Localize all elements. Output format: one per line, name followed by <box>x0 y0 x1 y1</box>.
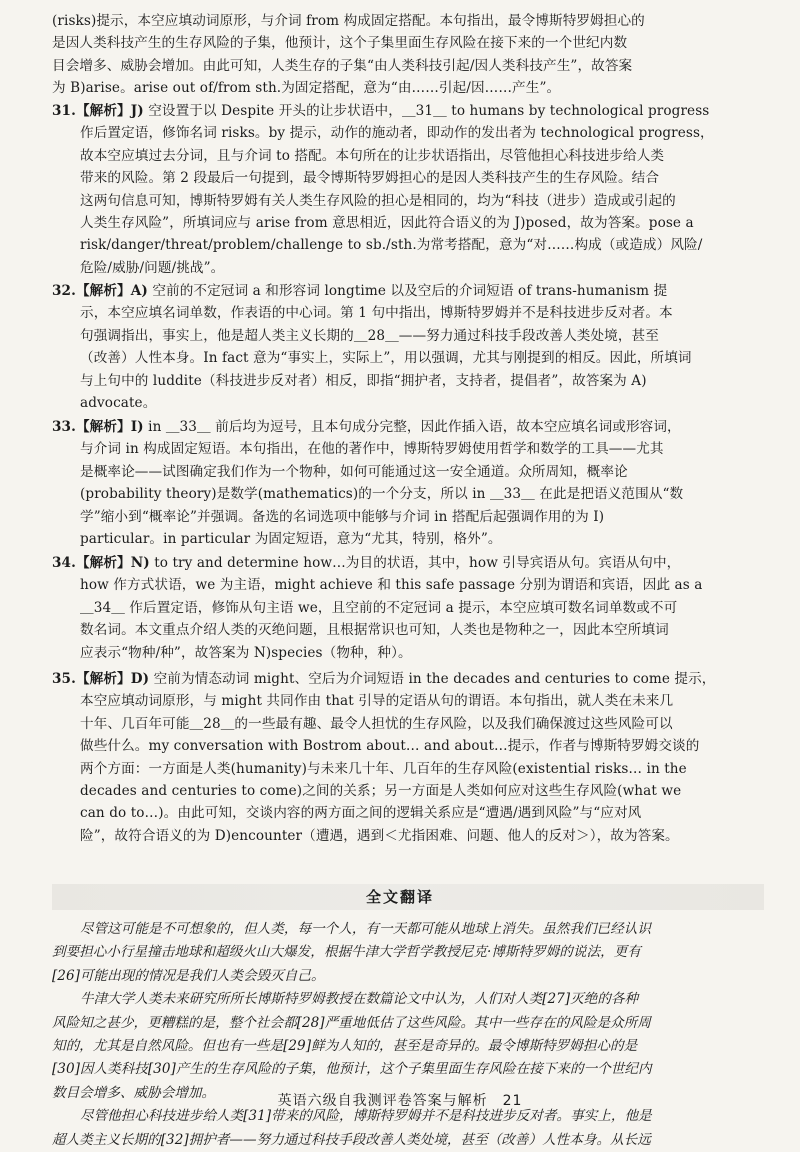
text-line: 做些什么。my conversation with Bostrom about… and about…提示，作者与博斯特罗姆交谈的 <box>80 738 700 755</box>
text-line: 句强调指出，事实上，他是超人类主义长期的＿28＿——努力通过科技手段改善人类处境，甚至 <box>80 327 659 344</box>
item-tag: 【解析】D) <box>75 671 150 687</box>
answer-item-34 <box>52 552 764 664</box>
text-line: advocate。 <box>80 395 157 412</box>
item-tag: 【解析】J) <box>75 103 144 119</box>
text-line: 危险/威胁/问题/挑战”。 <box>80 259 225 276</box>
text-line: 知的，尤其是自然风险。但也有一些是[29]鲜为人知的，甚至是奇异的。最令博斯特罗姆担心的是 <box>52 1038 638 1055</box>
text-line: 本空应填动词原形，与 might 共同作由 that 引导的定语从句的谓语。本句指出，就人类在未来几 <box>80 693 674 710</box>
item-tag: 【解析】N) <box>75 555 150 571</box>
answer-item-32 <box>52 280 764 414</box>
text-line: ＿34＿ 作后置定语，修饰从句主语 we，且空前的不定冠词 a 提示，本空应填可数名词单数或不可 <box>80 599 678 616</box>
section-title: 全文翻译 <box>365 888 434 906</box>
text-line: 风险知之甚少，更糟糕的是，整个社会都[28]严重地低估了这些风险。其中一些存在的风险是众所周 <box>52 1014 651 1031</box>
text-line: 空前的不定冠词 a 和形容词 longtime 以及空后的介词短语 of trans-humanism 提 <box>152 283 668 299</box>
text-line: [30]因人类科技[30]产生的生存风险的子集，他预计，这个子集里面生存风险在接下来的一个世纪内 <box>52 1061 652 1078</box>
text-line: （改善）人性本身。In fact 意为“事实上，实际上”，用以强调，尤其与刚提到的相反。因此，所填词 <box>80 350 692 367</box>
text-line: 空设置于以 Despite 开头的让步状语中，＿31＿ to humans by technological progress <box>148 103 710 119</box>
text-line: how 作方式状语，we 为主语，might achieve 和 this safe passage 分别为谓语和宾语，因此 as a <box>80 577 703 594</box>
text-line: 故本空应填过去分词，且与介词 to 搭配。本句所在的让步状语指出，尽管他担心科技进步给人类 <box>80 147 665 164</box>
item-number: 34. <box>52 555 76 571</box>
text-line: 两个方面：一方面是人类(humanity)与未来几十年、几百年的生存风险(existential risks… in the <box>80 760 687 777</box>
text-line: in ＿33＿ 前后均为逗号，且本句成分完整，因此作插入语，故本空应填名词或形容词， <box>148 419 681 435</box>
text-line: 尽管他担心科技进步给人类[31]带来的风险，博斯特罗姆并不是科技进步反对者。事实上，他是 <box>80 1108 652 1125</box>
text-line: 险”，故符合语义的为 D)encounter（遭遇，遇到＜尤指困难、问题、他人的反对＞），故为答案。 <box>80 827 679 844</box>
item-number: 35. <box>52 671 76 687</box>
text-line: 人类生存风险”，所填词应与 arise from 意思相近，因此符合语义的为 J)posed，故为答案。pose a <box>80 215 694 232</box>
text-line: 与介词 in 构成固定短语。本句指出，在他的著作中，博斯特罗姆使用哲学和数学的工具——尤其 <box>80 441 664 458</box>
answer-item-33 <box>52 416 764 550</box>
item-tag: 【解析】I) <box>75 419 144 435</box>
text-line: 作后置定语，修饰名词 risks。by 提示，动作的施动者，即动作的发出者为 technological progress， <box>80 125 714 142</box>
text-line: 空前为情态动词 might、空后为介词短语 in the decades and centuries to come 提示， <box>153 671 716 687</box>
text-line: 数目会增多、威胁会增加。 <box>52 1084 216 1101</box>
text-line: 学”缩小到“概率论”并强调。备选的名词选项中能够与介词 in 搭配后起强调作用的为 I) <box>80 508 605 525</box>
text-line: (probability theory)是数学(mathematics)的一个分支，所以 in ＿33＿ 在此是把语义范围从“数 <box>80 486 684 503</box>
translation-paragraph <box>52 918 764 1152</box>
answer-item-35 <box>52 668 764 847</box>
text-line: 尽管这可能是不可想象的，但人类，每一个人，有一天都可能从地球上消失。虽然我们已经认识 <box>80 921 651 937</box>
text-line: 带来的风险。第 2 段最后一句提到，最令博斯特罗姆担心的是因人类科技产生的生存风险。结合 <box>80 170 660 187</box>
text-line: risk/danger/threat/problem/challenge to sb./sth.为常考搭配，意为“对……构成（或造成）风险/ <box>80 237 703 254</box>
text-line: 示，本空应填名词单数，作表语的中心词。第 1 句中指出，博斯特罗姆并不是科技进步反对者。本 <box>80 305 673 322</box>
text-line: 牛津大学人类未来研究所所长博斯特罗姆教授在数篇论文中认为，人们对人类[27]灭绝的各种 <box>80 991 639 1008</box>
text-line: can do to…)。由此可知，交谈内容的两方面之间的逻辑关系应是“遭遇/遇到风险”与“应对风 <box>80 805 642 822</box>
text-line: 数名词。本文重点介绍人类的灭绝问题，且根据常识也可知，人类也是物种之一，因此本空所填词 <box>80 622 669 639</box>
text-line: 与上句中的 luddite（科技进步反对者）相反，即指“拥护者，支持者，提倡者”，故答案为 A) <box>80 372 647 389</box>
page-footer: 英语六级自我测评卷答案与解析 21 <box>277 1093 523 1109</box>
item-number: 33. <box>52 419 76 435</box>
text-line: 为 B)arise。arise out of/from sth.为固定搭配，意为“由……引起/因……产生”。 <box>52 80 561 97</box>
text-line: decades and centuries to come)之间的关系；另一方面是人类如何应对这些生存风险(what we <box>80 783 682 800</box>
text-line: 这两句信息可知，博斯特罗姆有关人类生存风险的担心是相同的，均为“科技（进步）造成或引起的 <box>80 192 676 209</box>
item-number: 31. <box>52 103 76 119</box>
item-tag: 【解析】A) <box>75 283 148 299</box>
text-line: (risks)提示，本空应填动词原形，与介词 from 构成固定搭配。本句指出，最令博斯特罗姆担心的 <box>52 13 645 29</box>
text-line: 应表示“物种/种”，故答案为 N)species（物种，种）。 <box>80 644 412 661</box>
text-line: 十年、几百年可能＿28＿的一些最有趣、最令人担忧的生存风险，以及我们确保渡过这些风险可以 <box>80 715 673 732</box>
text-line: 超人类主义长期的[32]拥护者——努力通过科技手段改善人类处境，甚至（改善）人性本身。从长远 <box>52 1131 651 1148</box>
text-line: particular。in particular 为固定短语，意为“尤其，特别，格外”。 <box>80 531 502 548</box>
text-line: to try and determine how…为目的状语，其中，how 引导宾语从句。宾语从句中， <box>154 555 681 571</box>
text-line: 是概率论——试图确定我们作为一个物种，如何可能通过这一安全通道。众所周知，概率论 <box>80 463 628 480</box>
intro-paragraph <box>52 10 764 100</box>
text-line: 到要担心小行星撞击地球和超级火山大爆发，根据牛津大学哲学教授尼克·博斯特罗姆的说法，更有 <box>52 944 641 961</box>
answer-item-31 <box>52 100 764 279</box>
item-number: 32. <box>52 283 76 299</box>
text-line: 是因人类科技产生的生存风险的子集，他预计，这个子集里面生存风险在接下来的一个世纪内数 <box>52 35 628 52</box>
text-line: 目会增多、威胁会增加。由此可知，人类生存的子集“由人类科技引起/因人类科技产生”，故答案 <box>52 57 633 74</box>
text-line: [26]可能出现的情况是我们人类会毁灭自己。 <box>52 967 325 984</box>
